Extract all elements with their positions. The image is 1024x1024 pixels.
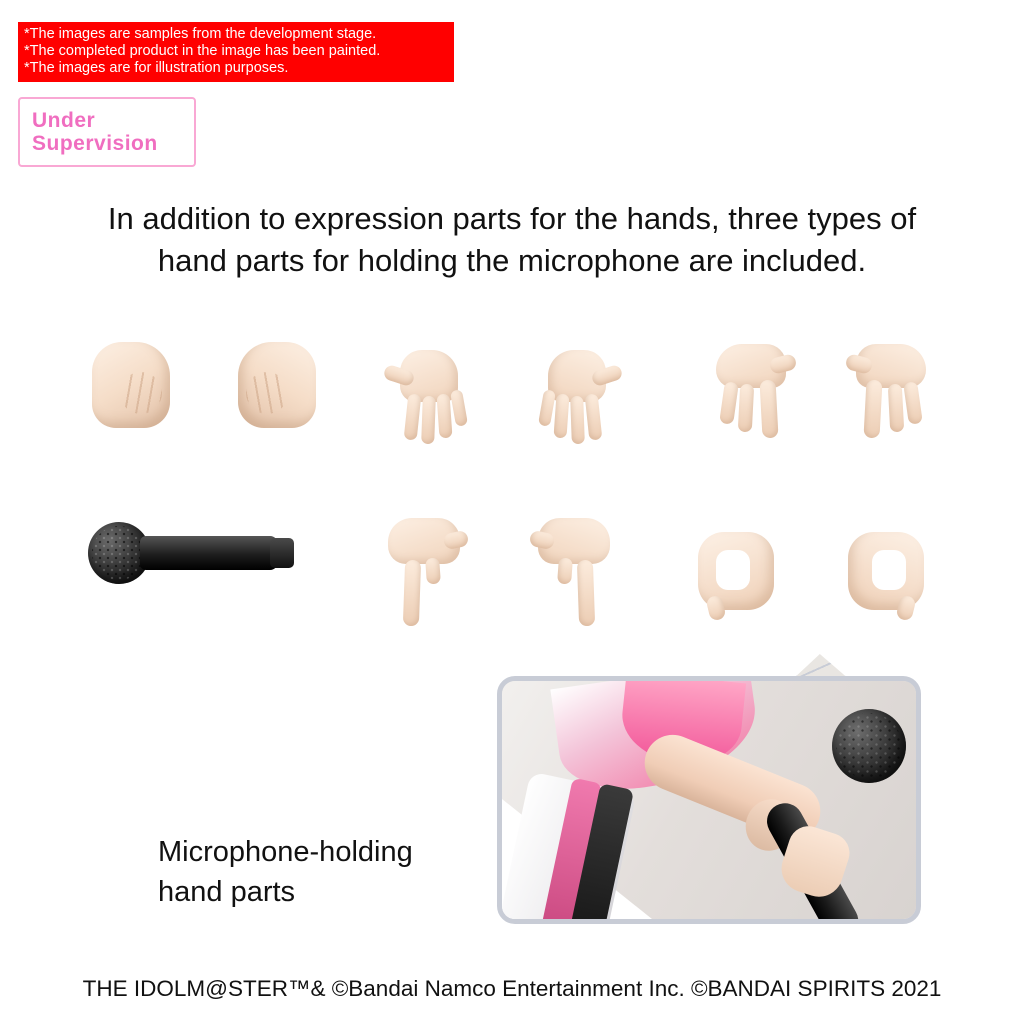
supervision-line-1: Under [32, 109, 96, 132]
parts-caption [158, 832, 538, 912]
microphone-shaft [140, 536, 278, 570]
microphone-part [88, 516, 308, 586]
hand-part-closed-fist-left [92, 342, 170, 428]
callout-photo [497, 676, 921, 924]
callout-frame [497, 676, 921, 924]
hand-part-pointing-right [524, 518, 620, 628]
disclaimer-box [18, 22, 454, 82]
hand-part-closed-fist-right [238, 342, 316, 428]
hand-part-mic-grip-right [840, 526, 932, 622]
under-supervision-badge [18, 97, 196, 167]
headline-line-2: hand parts for holding the microphone are included. [157, 243, 867, 278]
photo-microphone-head [832, 709, 906, 783]
caption-line-2: hand parts [158, 876, 296, 908]
parts-display-area [0, 320, 1024, 650]
supervision-line-2: Supervision [32, 132, 158, 155]
disclaimer-line-1: *The images are samples from the development stage. [24, 26, 377, 42]
caption-line-1: Microphone-holding [158, 836, 413, 868]
disclaimer-line-2: *The completed product in the image has been painted. [24, 43, 381, 59]
copyright-footer: THE IDOLM@STER™& ©Bandai Namco Entertainment Inc. ©BANDAI SPIRITS 2021 [82, 976, 942, 1001]
headline-line-1: In addition to expression parts for the hands, three types of [107, 201, 917, 236]
hand-part-relaxed-right [840, 340, 936, 450]
microphone-cap [270, 538, 294, 568]
hand-part-relaxed-left [706, 340, 802, 450]
hand-part-open-palm-right [528, 342, 624, 446]
disclaimer-line-3: *The images are for illustration purposes. [24, 60, 289, 76]
hand-part-mic-grip-left [690, 526, 782, 622]
headline [0, 198, 1024, 282]
hand-part-open-palm-left [382, 342, 478, 446]
hand-part-pointing-left [378, 518, 474, 628]
